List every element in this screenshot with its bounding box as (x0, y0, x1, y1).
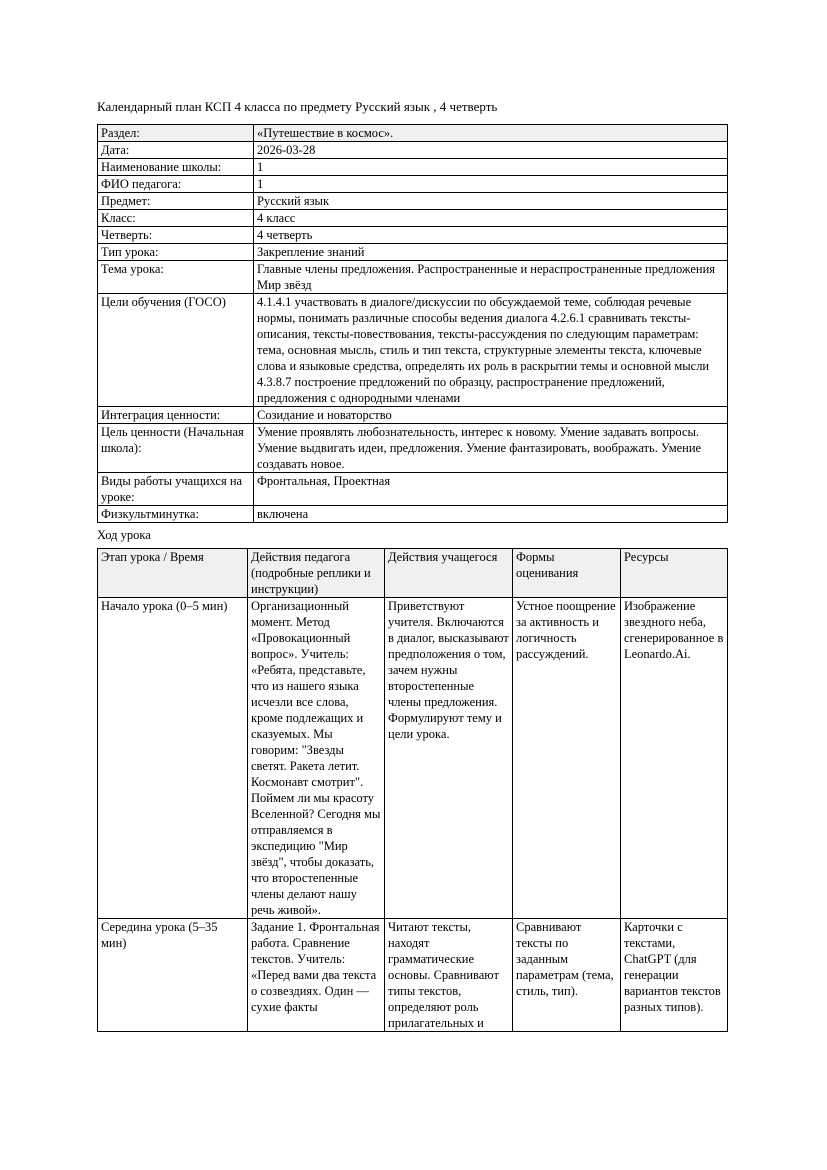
document-page (97, 99, 728, 1032)
info-row-phys-minute (98, 506, 728, 523)
info-value: включена (254, 506, 728, 523)
info-value: Русский язык (254, 193, 728, 210)
lesson-flow-header-row (98, 549, 728, 598)
column-header-student-actions: Действия учащегося (385, 549, 513, 598)
lesson-flow-table (97, 548, 728, 1032)
info-row-teacher-name (98, 176, 728, 193)
student-actions-cell: Читают тексты, находят грамматические основы. Сравнивают типы текстов, определяют роль прилагательных и (385, 919, 513, 1032)
info-label: Интеграция ценности: (98, 407, 254, 424)
stage-cell: Середина урока (5–35 мин) (98, 919, 248, 1032)
info-label: Тема урока: (98, 261, 254, 294)
info-row-value-goal (98, 424, 728, 473)
student-actions-cell: Приветствуют учителя. Включаются в диалог, высказывают предположения о том, зачем нужны второстепенные члены предложения. Формулируют тему и цели урока. (385, 598, 513, 919)
lesson-flow-section-title: Ход урока (97, 528, 151, 542)
info-row-lesson-type (98, 244, 728, 261)
info-label: Виды работы учащихся на уроке: (98, 473, 254, 506)
info-label: Класс: (98, 210, 254, 227)
column-header-stage: Этап урока / Время (98, 549, 248, 598)
info-value: Фронтальная, Проектная (254, 473, 728, 506)
column-header-assessment: Формы оценивания (513, 549, 621, 598)
info-value: Закрепление знаний (254, 244, 728, 261)
info-label: Тип урока: (98, 244, 254, 261)
teacher-actions-cell: Задание 1. Фронтальная работа. Сравнение текстов. Учитель: «Перед вами два текста о созвездиях. Один — сухие факты (248, 919, 385, 1032)
info-label: Предмет: (98, 193, 254, 210)
info-label: Дата: (98, 142, 254, 159)
stage-cell: Начало урока (0–5 мин) (98, 598, 248, 919)
info-value: 1 (254, 159, 728, 176)
info-value: «Путешествие в космос». (254, 125, 728, 142)
info-row-class (98, 210, 728, 227)
document-title: Календарный план КСП 4 класса по предмету Русский язык , 4 четверть (97, 99, 498, 114)
column-header-resources: Ресурсы (621, 549, 728, 598)
info-label: Четверть: (98, 227, 254, 244)
info-value: Созидание и новаторство (254, 407, 728, 424)
info-row-work-types (98, 473, 728, 506)
column-header-teacher-actions: Действия педагога (подробные реплики и инструкции) (248, 549, 385, 598)
info-row-subject (98, 193, 728, 210)
info-value: 1 (254, 176, 728, 193)
info-label: Цели обучения (ГОСО) (98, 294, 254, 407)
teacher-actions-cell: Организационный момент. Метод «Провокационный вопрос». Учитель: «Ребята, представьте, что из нашего языка исчезли все слова, кроме подлежащих и сказуемых. Мы говорим: "Звезды светят. Ракета летит. Космонавт смотрит". Поймем ли мы красоту Вселенной? Сегодня мы отправляемся в экспедицию "Мир звёзд", чтобы доказать, что второстепенные члены делают нашу речь живой». (248, 598, 385, 919)
info-value: 4.1.4.1 участвовать в диалоге/дискуссии по обсуждаемой теме, соблюдая речевые нормы, понимать различные способы ведения диалога 4.2.6.1 сравнивать тексты-описания, тексты-повествования, тексты-рассуждения по следующим параметрам: тема, основная мысль, стиль и тип текста, структурные элементы текста, ключевые слова и языковые средства, определять их роль в раскрытии темы и основной мысли 4.3.8.7 построение предложений по образцу, распространение предложений, предложения с однородными членами (254, 294, 728, 407)
info-row-quarter (98, 227, 728, 244)
info-label: ФИО педагога: (98, 176, 254, 193)
info-value: 4 класс (254, 210, 728, 227)
info-value: 4 четверть (254, 227, 728, 244)
info-value: Умение проявлять любознательность, интерес к новому. Умение задавать вопросы. Умение выдвигать идеи, предложения. Умение фантазировать, воображать. Умение создавать новое. (254, 424, 728, 473)
info-row-value-integration (98, 407, 728, 424)
stage-row-lesson-middle (98, 919, 728, 1032)
resources-cell: Карточки с текстами, ChatGPT (для генерации вариантов текстов разных типов). (621, 919, 728, 1032)
resources-cell: Изображение звездного неба, сгенерированное в Leonardo.Ai. (621, 598, 728, 919)
info-label: Цель ценности (Начальная школа): (98, 424, 254, 473)
info-label: Наименование школы: (98, 159, 254, 176)
assessment-cell: Сравнивают тексты по заданным параметрам (тема, стиль, тип). (513, 919, 621, 1032)
assessment-cell: Устное поощрение за активность и логичность рассуждений. (513, 598, 621, 919)
info-row-data (98, 142, 728, 159)
info-row-razdel (98, 125, 728, 142)
info-label: Физкультминутка: (98, 506, 254, 523)
info-value: 2026-03-28 (254, 142, 728, 159)
info-row-lesson-theme (98, 261, 728, 294)
lesson-info-table (97, 124, 728, 523)
info-value: Главные члены предложения. Распространенные и нераспространенные предложения Мир звёзд (254, 261, 728, 294)
info-row-goso-goals (98, 294, 728, 407)
info-label: Раздел: (98, 125, 254, 142)
info-row-school (98, 159, 728, 176)
stage-row-lesson-start (98, 598, 728, 919)
